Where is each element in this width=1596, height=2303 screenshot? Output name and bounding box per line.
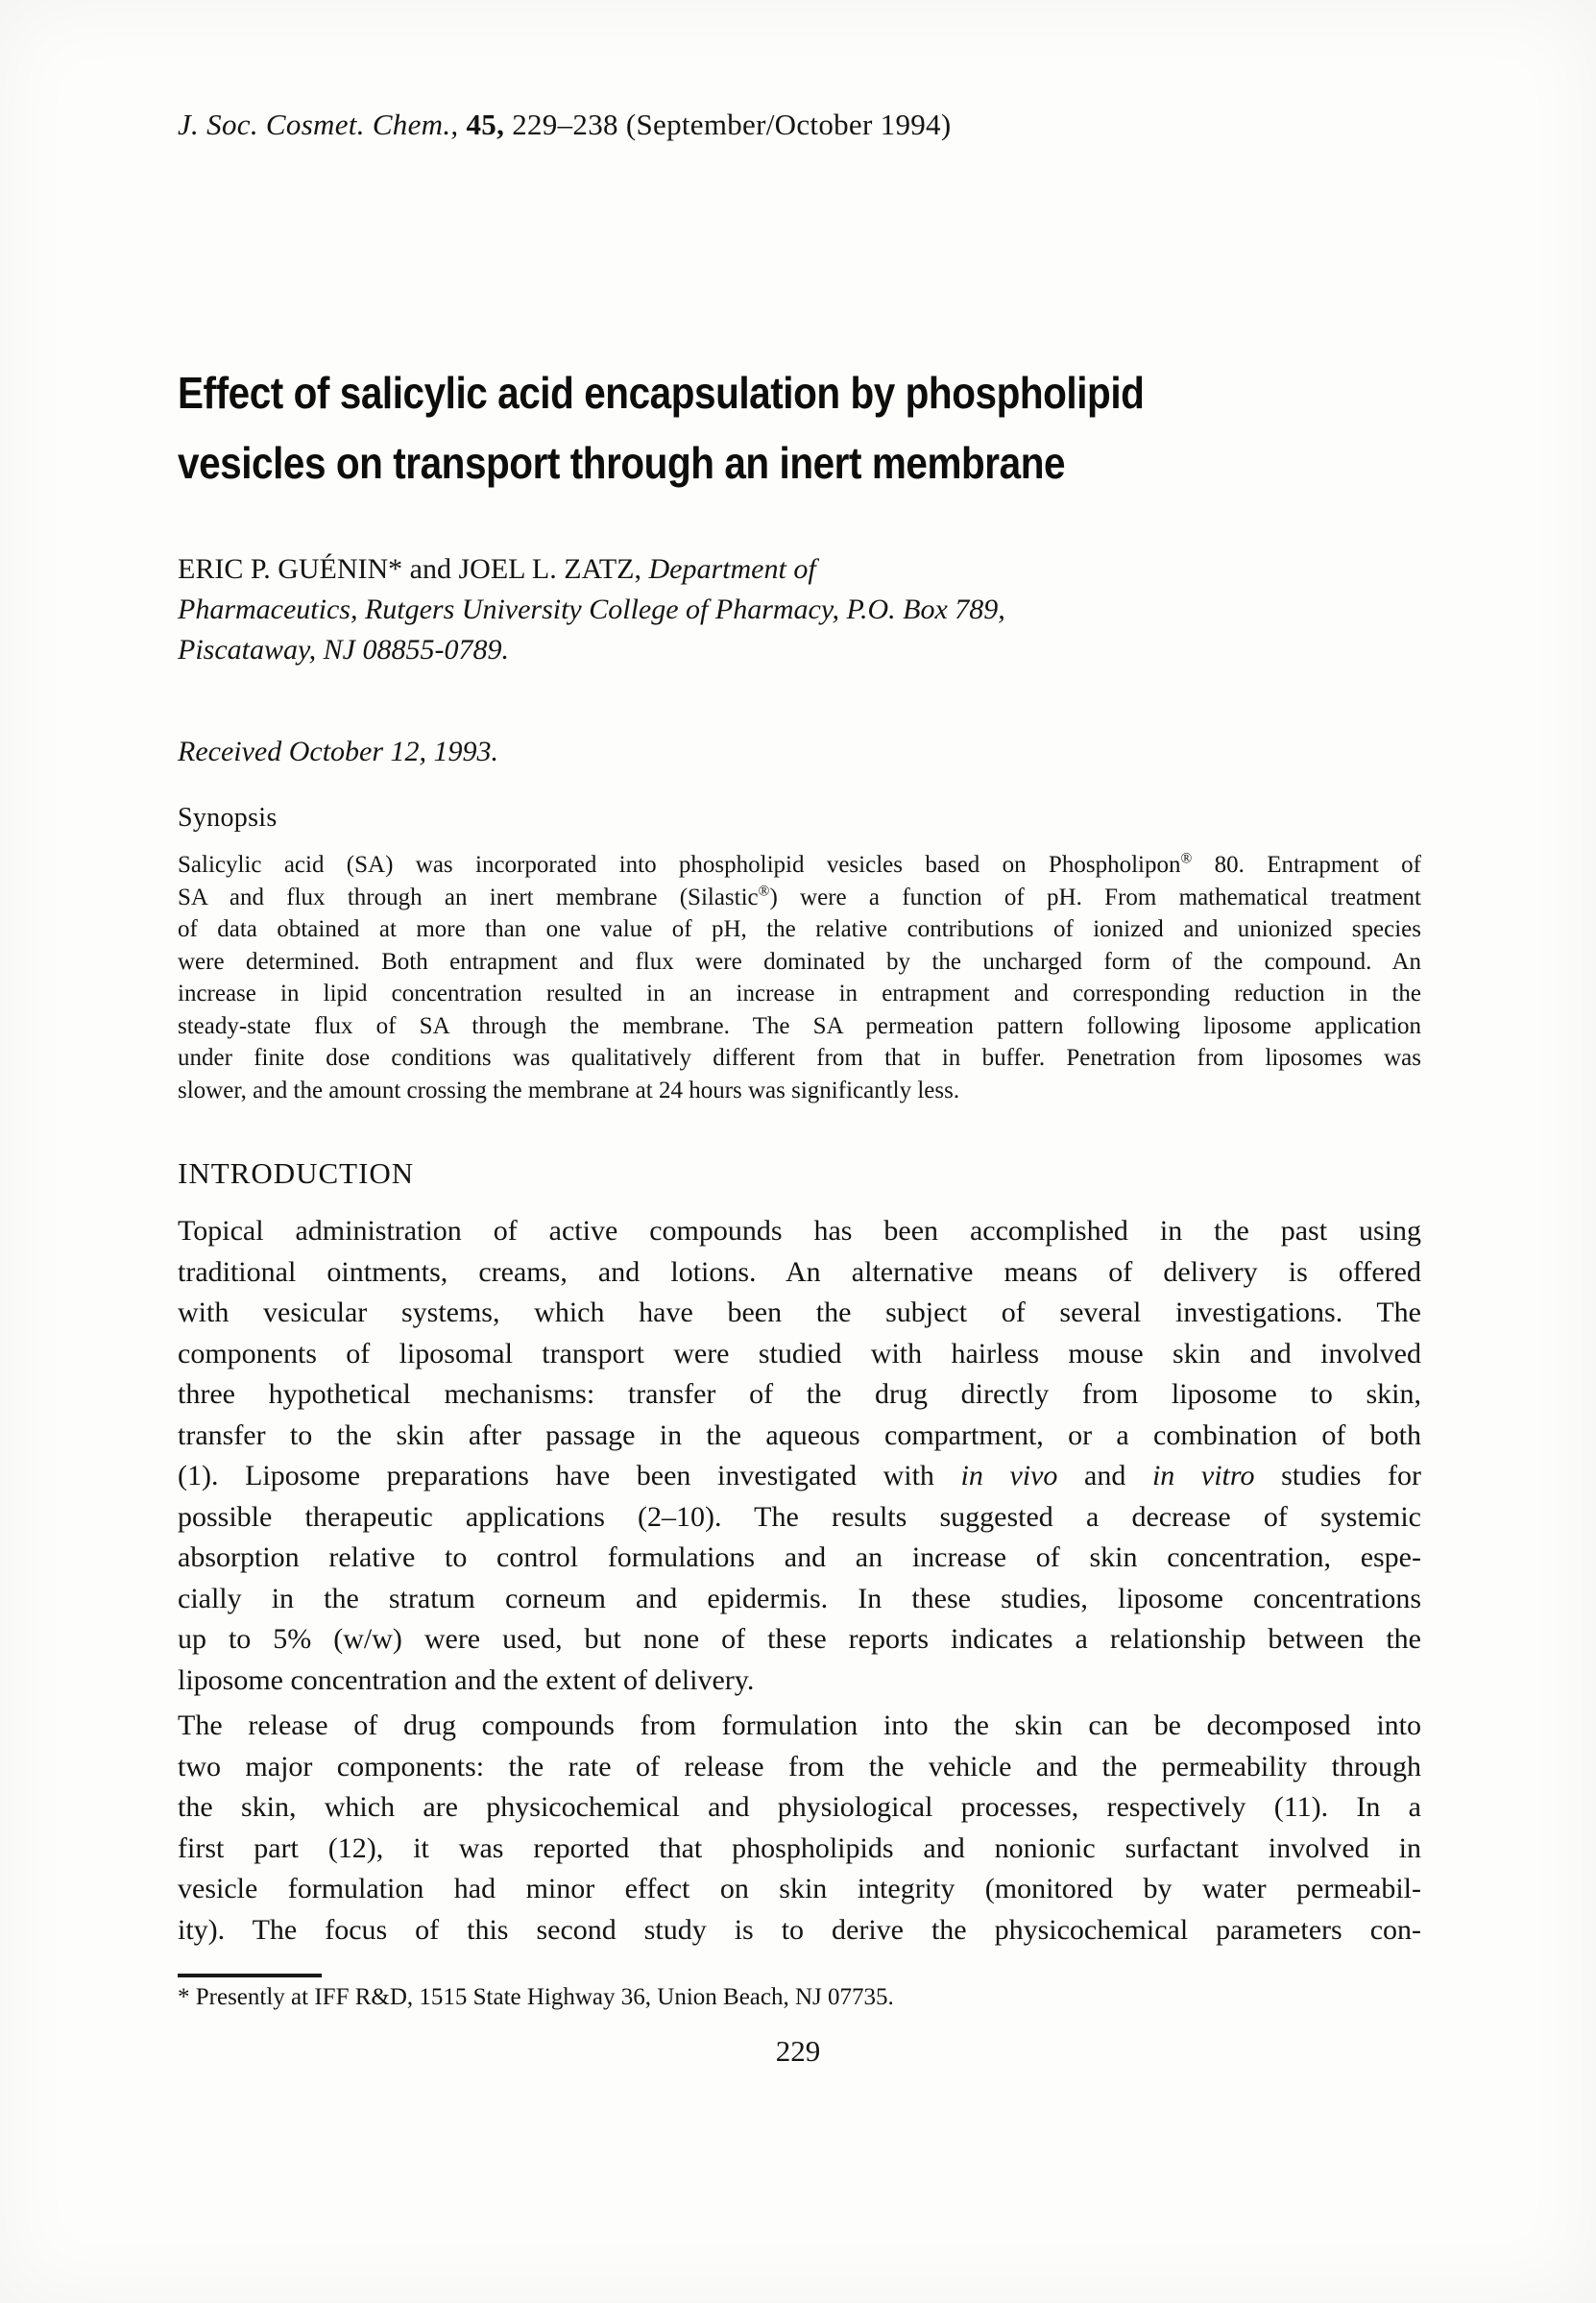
synopsis-line: steady-state flux of SA through the membrane. The SA permeation pattern following liposome application [178,1012,1421,1039]
introduction-paragraph-1 [178,1211,1421,1701]
synopsis-line: increase in lipid concentration resulted in an increase in entrapment and corresponding reduction in the [178,981,1421,1006]
body-line: absorption relative to control formulations and an increase of skin concentration, espe- [178,1541,1421,1573]
author-names: ERIC P. GUÉNIN* and JOEL L. ZATZ, [178,553,649,585]
affiliation-line3: Piscataway, NJ 08855-0789. [178,634,509,666]
body-line: two major components: the rate of release from the vehicle and the permeability through [178,1750,1421,1782]
body-line: possible therapeutic applications (2–10). The results suggested a decrease of systemic [178,1500,1421,1533]
article-title-line1: Effect of salicylic acid encapsulation by phospholipid [178,368,1145,418]
introduction-heading: INTRODUCTION [178,1156,415,1190]
body-line: the skin, which are physicochemical and physiological processes, respectively (11). In a [178,1791,1421,1823]
synopsis-line: of data obtained at more than one value of pH, the relative contributions of ionized and unionized species [178,916,1421,942]
latin-term: in vitro [1151,1460,1255,1491]
body-line: (1). Liposome preparations have been investigated with in vivo and in vitro studies for [178,1460,1421,1491]
synopsis-line: under finite dose conditions was qualitatively different from that in buffer. Penetration from liposomes was [178,1045,1421,1071]
body-line: first part (12), it was reported that phospholipids and nonionic surfactant involved in [178,1831,1421,1864]
synopsis-line: Salicylic acid (SA) was incorporated into phospholipid vesicles based on Phospholipon® 80. Entrapment of [178,850,1421,878]
body-line: cially in the stratum corneum and epidermis. In these studies, liposome concentrations [178,1582,1421,1614]
body-line: transfer to the skin after passage in the aqueous compartment, or a combination of both [178,1418,1421,1451]
body-line: ity). The focus of this second study is to derive the physicochemical parameters con- [178,1913,1421,1946]
body-line: with vesicular systems, which have been the subject of several investigations. The [178,1297,1421,1328]
page-number: 229 [775,2034,821,2068]
body-line: traditional ointments, creams, and lotions. An alternative means of delivery is offered [178,1255,1421,1288]
author-line1 [178,549,1421,590]
journal-name: J. Soc. Cosmet. Chem., [178,108,467,141]
synopsis-line: SA and flux through an inert membrane (Silastic®) were a function of pH. From mathematical treatment [178,883,1421,910]
body-line: liposome concentration and the extent of delivery. [178,1663,755,1696]
footnote: * Presently at IFF R&D, 1515 State Highway 36, Union Beach, NJ 07735. [178,1984,894,2010]
received-date: Received October 12, 1993. [178,736,499,767]
body-line: up to 5% (w/w) were used, but none of these reports indicates a relationship between the [178,1623,1421,1655]
latin-term: in vivo [960,1460,1058,1491]
synopsis-line: slower, and the amount crossing the membrane at 24 hours was significantly less. [178,1077,960,1103]
affiliation-start: Department of [648,553,816,585]
author-affiliation-block [178,549,1421,670]
registered-mark: ® [1180,850,1193,867]
body-line: three hypothetical mechanisms: transfer of the drug directly from liposome to skin, [178,1378,1421,1410]
journal-header [178,108,1421,142]
registered-mark: ® [758,883,770,900]
synopsis-line: were determined. Both entrapment and flux were dominated by the uncharged form of the compound. An [178,948,1421,975]
journal-volume: 45, [466,108,513,141]
body-line: Topical administration of active compounds has been accomplished in the past using [178,1215,1421,1247]
synopsis-heading: Synopsis [178,803,278,833]
body-line: The release of drug compounds from formulation into the skin can be decomposed into [178,1709,1421,1741]
body-line: components of liposomal transport were studied with hairless mouse skin and involved [178,1337,1421,1370]
synopsis-text [178,849,1421,1106]
introduction-paragraph-2 [178,1706,1421,1951]
journal-pages-issue: 229–238 (September/October 1994) [512,108,952,141]
footnote-rule [178,1974,322,1977]
affiliation-line2: Pharmaceutics, Rutgers University College of Pharmacy, P.O. Box 789, [178,594,1005,625]
article-title [178,358,1421,498]
body-line: vesicle formulation had minor effect on skin integrity (monitored by water permeabil- [178,1873,1421,1904]
article-title-line2: vesicles on transport through an inert membrane [178,438,1066,488]
